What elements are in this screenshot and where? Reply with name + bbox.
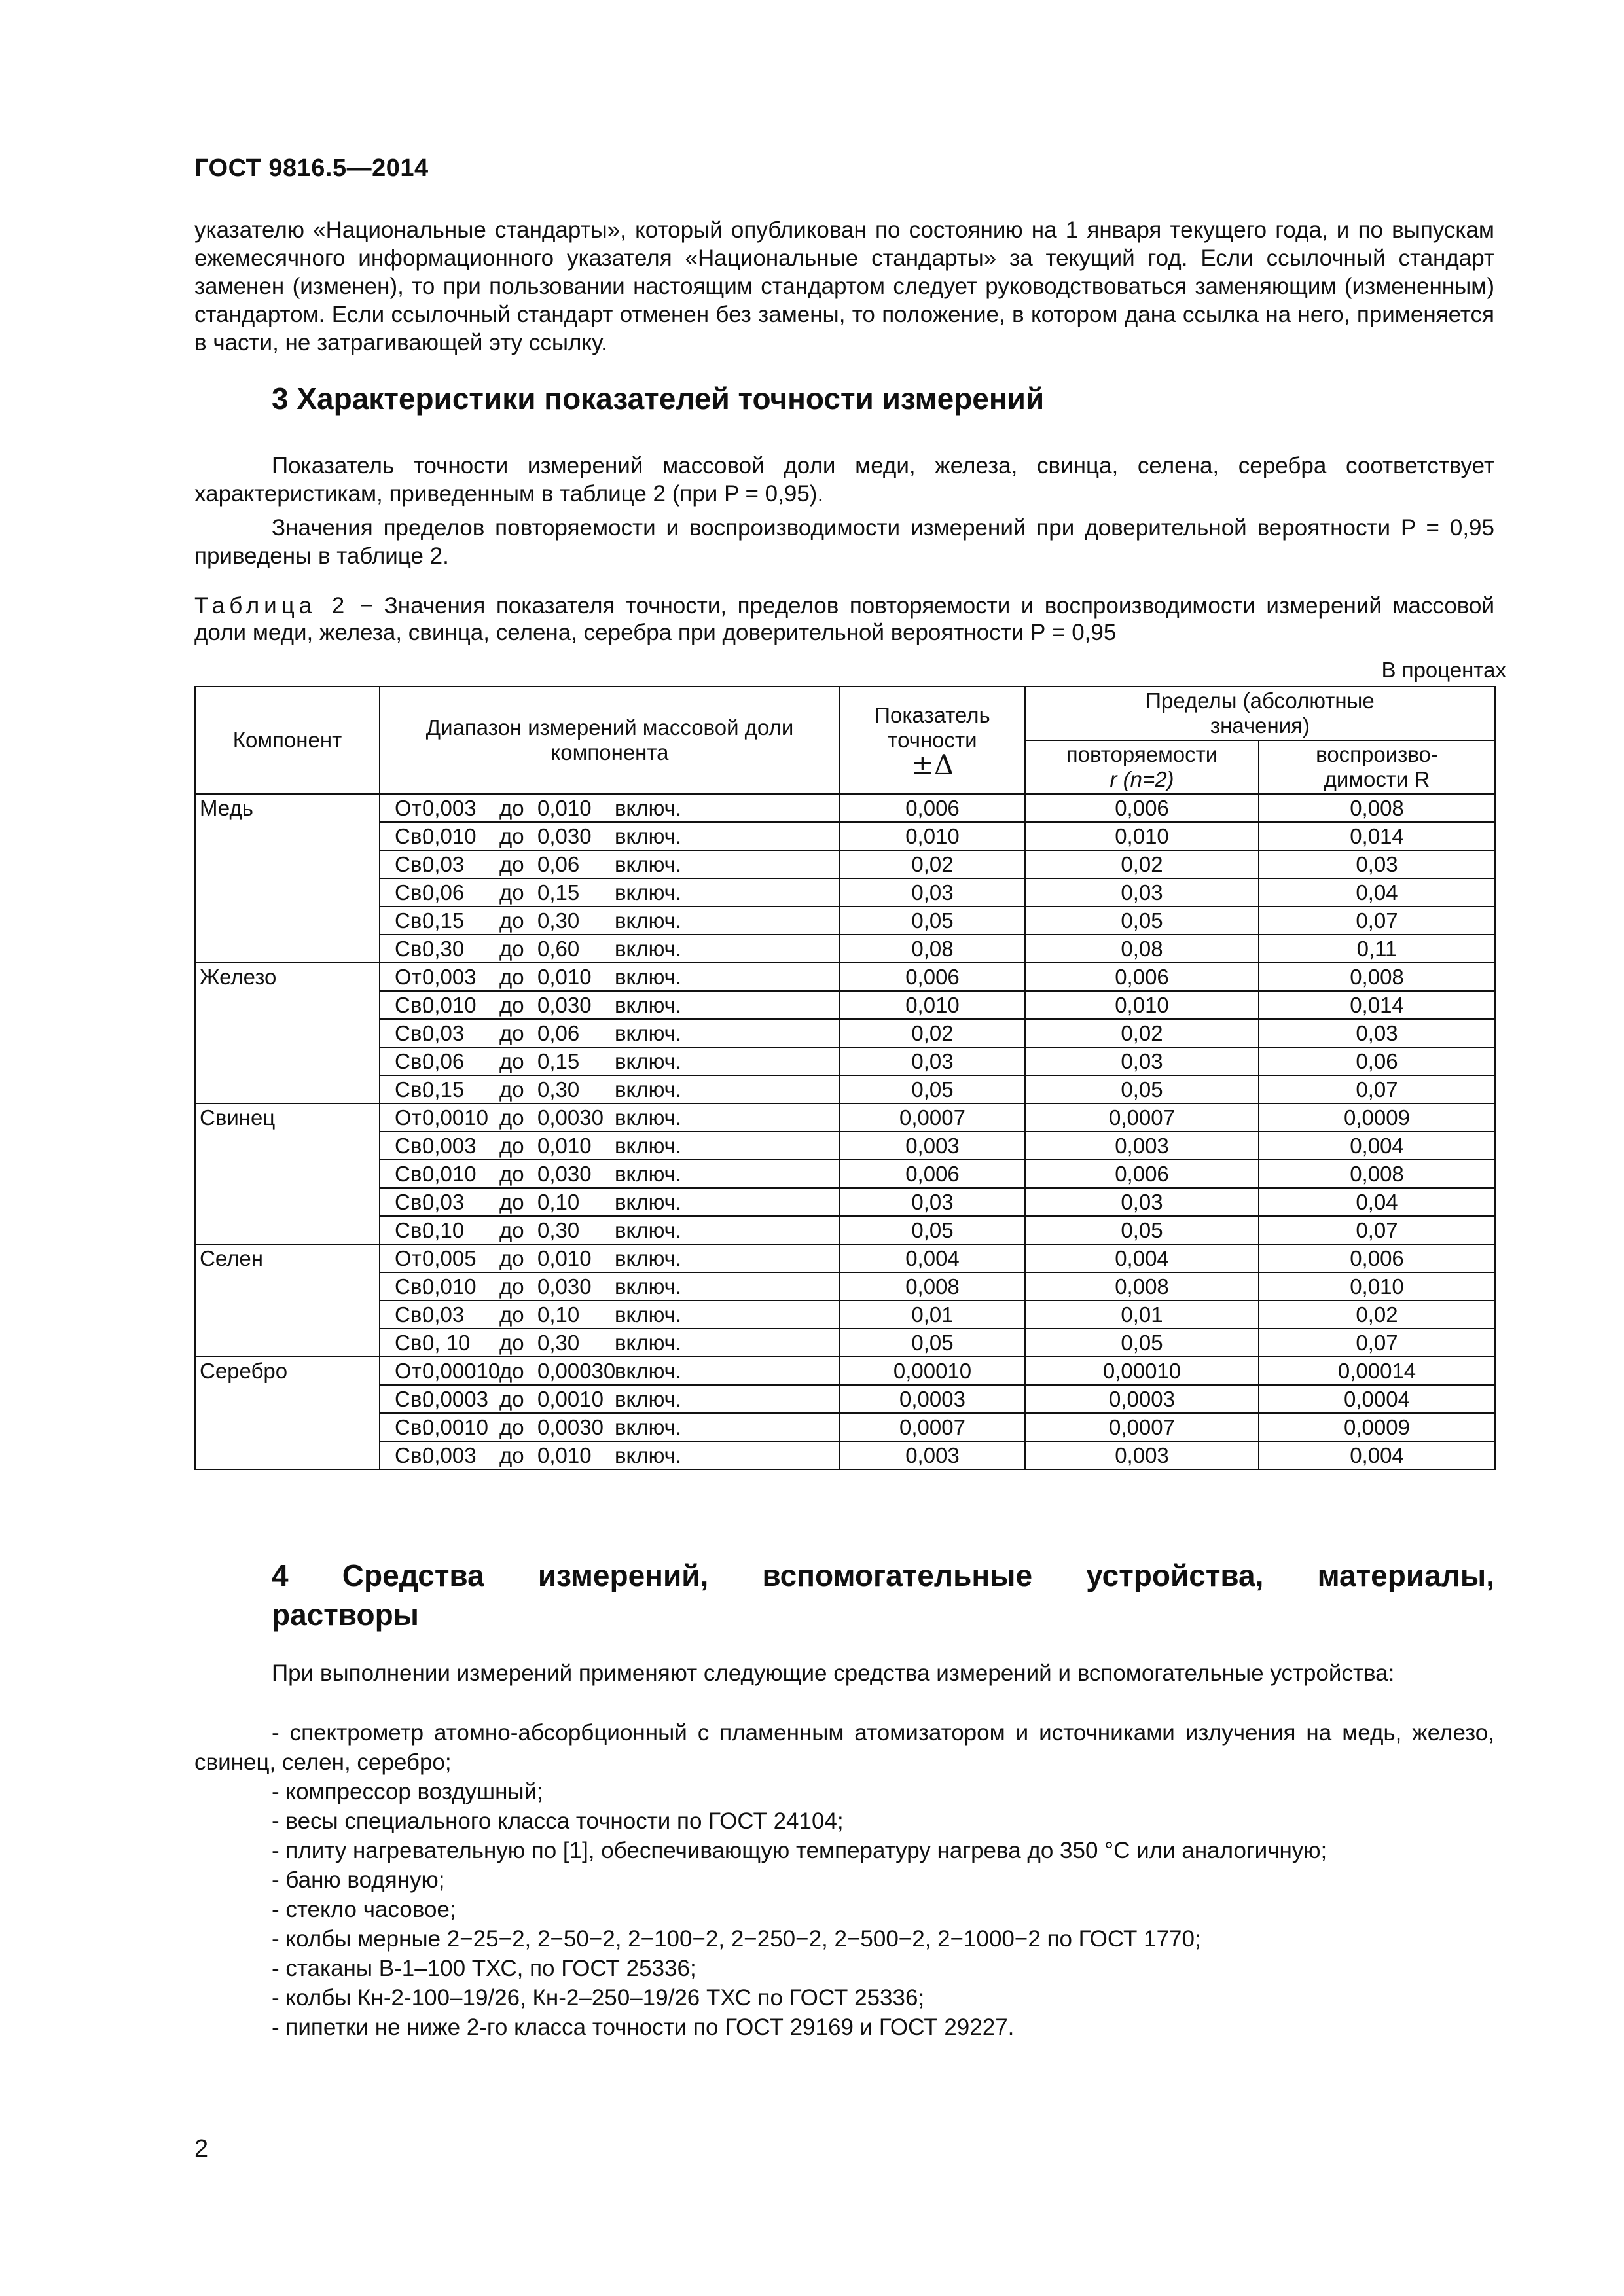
table-row xyxy=(195,1019,1495,1047)
range-cell xyxy=(380,963,840,991)
range-part: до xyxy=(499,1387,524,1411)
table-row xyxy=(195,1103,1495,1132)
table-row xyxy=(195,850,1495,878)
table-caption xyxy=(194,592,1494,646)
range-part: включ. xyxy=(615,1021,681,1045)
reproducibility-value: 0,004 xyxy=(1259,1132,1495,1160)
list-item: - колбы Кн-2-100–19/26, Кн-2–250–19/26 ТХС по ГОСТ 25336; xyxy=(272,1985,925,2011)
header-reproducibility-label: воспроизво- xyxy=(1316,742,1438,766)
range-part: 0,003 xyxy=(422,1443,477,1467)
reproducibility-value: 0,0009 xyxy=(1259,1413,1495,1441)
range-part: 0,0010 xyxy=(422,1415,488,1439)
repeatability-value: 0,05 xyxy=(1025,1075,1259,1103)
accuracy-value: 0,0003 xyxy=(840,1385,1025,1413)
range-cell xyxy=(380,1103,840,1132)
range-part: Св. xyxy=(395,1331,428,1355)
section-3-paragraph-2: Значения пределов повторяемости и воспроизводимости измерений при доверительной вероятности P = 0,95 приведены в таблице 2. xyxy=(194,515,1494,569)
accuracy-value: 0,03 xyxy=(840,878,1025,906)
repeatability-value: 0,010 xyxy=(1025,991,1259,1019)
range-part: Св. xyxy=(395,1134,428,1158)
range-part: 0,06 xyxy=(537,1021,580,1045)
reproducibility-value: 0,04 xyxy=(1259,878,1495,906)
range-cell xyxy=(380,1385,840,1413)
header-reproducibility xyxy=(1259,740,1495,794)
range-part: включ. xyxy=(615,1077,681,1102)
repeatability-value: 0,02 xyxy=(1025,850,1259,878)
reproducibility-value: 0,00014 xyxy=(1259,1357,1495,1385)
reproducibility-value: 0,03 xyxy=(1259,1019,1495,1047)
range-part: 0,010 xyxy=(537,965,592,989)
range-part: От xyxy=(395,965,422,989)
range-part: до xyxy=(499,852,524,876)
range-part: включ. xyxy=(615,908,681,933)
range-cell xyxy=(380,991,840,1019)
range-part: 0,15 xyxy=(537,1049,580,1073)
accuracy-value: 0,0007 xyxy=(840,1103,1025,1132)
range-part: до xyxy=(499,965,524,989)
range-part: 0,003 xyxy=(422,796,477,820)
accuracy-value: 0,05 xyxy=(840,1216,1025,1244)
accuracy-value: 0,004 xyxy=(840,1244,1025,1272)
range-cell xyxy=(380,822,840,850)
range-part: до xyxy=(499,1443,524,1467)
range-cell xyxy=(380,1272,840,1300)
table-units: В процентах xyxy=(1381,658,1506,682)
range-part: 0,03 xyxy=(422,1021,465,1045)
range-part: 0,03 xyxy=(422,852,465,876)
header-accuracy-label: Показатель точности xyxy=(875,703,990,752)
range-part: 0,010 xyxy=(422,824,477,848)
range-part: до xyxy=(499,1218,524,1242)
repeatability-value: 0,03 xyxy=(1025,878,1259,906)
reproducibility-value: 0,0004 xyxy=(1259,1385,1495,1413)
range-part: включ. xyxy=(615,824,681,848)
range-part: 0,0010 xyxy=(422,1105,488,1130)
range-part: Св. xyxy=(395,1415,428,1439)
section-3-heading: 3 Характеристики показателей точности измерений xyxy=(272,382,1045,416)
accuracy-value: 0,01 xyxy=(840,1300,1025,1329)
table-row xyxy=(195,794,1495,822)
header-accuracy xyxy=(840,687,1025,794)
table-caption-label: Таблица 2 xyxy=(194,593,350,619)
section-4-intro: При выполнении измерений применяют следующие средства измерений и вспомогательные устройства: xyxy=(272,1660,1395,1686)
range-part: до xyxy=(499,1134,524,1158)
document-header: ГОСТ 9816.5—2014 xyxy=(194,154,429,182)
accuracy-value: 0,05 xyxy=(840,1329,1025,1357)
range-part: Св. xyxy=(395,1274,428,1299)
range-part: 0,10 xyxy=(537,1190,580,1214)
range-part: включ. xyxy=(615,1415,681,1439)
list-item: - спектрометр атомно-абсорбционный с пламенным атомизатором и источниками излучения на медь, железо, свинец, селен, серебро; xyxy=(194,1720,1494,1775)
repeatability-value: 0,006 xyxy=(1025,1160,1259,1188)
section-3-paragraph-1: Показатель точности измерений массовой доли меди, железа, свинца, селена, серебра соответствует характеристикам, приведенным в таблице 2 (при P = 0,95). xyxy=(194,453,1494,507)
reproducibility-value: 0,11 xyxy=(1259,935,1495,963)
repeatability-value: 0,05 xyxy=(1025,1329,1259,1357)
range-part: до xyxy=(499,1274,524,1299)
repeatability-value: 0,006 xyxy=(1025,794,1259,822)
range-cell xyxy=(380,1244,840,1272)
range-part: Св. xyxy=(395,824,428,848)
accuracy-value: 0,05 xyxy=(840,906,1025,935)
range-part: до xyxy=(499,1359,524,1383)
range-part: 0,030 xyxy=(537,824,592,848)
range-part: От xyxy=(395,796,422,820)
range-cell xyxy=(380,878,840,906)
table-row xyxy=(195,822,1495,850)
range-part: Св. xyxy=(395,937,428,961)
range-part: 0,0003 xyxy=(422,1387,488,1411)
reproducibility-value: 0,03 xyxy=(1259,850,1495,878)
range-part: до xyxy=(499,1049,524,1073)
table-body xyxy=(195,794,1495,1469)
range-part: 0,0030 xyxy=(537,1415,604,1439)
range-part: 0,06 xyxy=(422,1049,465,1073)
range-part: 0,15 xyxy=(537,880,580,905)
table-row xyxy=(195,935,1495,963)
range-part: до xyxy=(499,796,524,820)
range-part: Св. xyxy=(395,1021,428,1045)
range-part: Св. xyxy=(395,880,428,905)
range-part: включ. xyxy=(615,1302,681,1327)
section-4-heading: 4 Средства измерений, вспомогательные устройства, материалы, xyxy=(272,1558,1494,1592)
table-row xyxy=(195,1329,1495,1357)
accuracy-value: 0,02 xyxy=(840,1019,1025,1047)
accuracy-value: 0,05 xyxy=(840,1075,1025,1103)
range-part: до xyxy=(499,1105,524,1130)
range-cell xyxy=(380,1075,840,1103)
range-part: включ. xyxy=(615,1218,681,1242)
range-part: до xyxy=(499,993,524,1017)
range-part: Св. xyxy=(395,852,428,876)
component-cell: Железо xyxy=(195,963,380,1103)
range-part: до xyxy=(499,1246,524,1270)
accuracy-value: 0,008 xyxy=(840,1272,1025,1300)
range-part: 0,30 xyxy=(537,1218,580,1242)
range-part: 0,003 xyxy=(422,1134,477,1158)
list-item: - колбы мерные 2−25−2, 2−50−2, 2−100−2, 2−250−2, 2−500−2, 2−1000−2 по ГОСТ 1770; xyxy=(272,1926,1201,1952)
reproducibility-value: 0,07 xyxy=(1259,1216,1495,1244)
range-part: 0,030 xyxy=(537,1162,592,1186)
table-row xyxy=(195,1216,1495,1244)
table-row xyxy=(195,1188,1495,1216)
table-row xyxy=(195,991,1495,1019)
accuracy-value: 0,010 xyxy=(840,991,1025,1019)
reproducibility-value: 0,010 xyxy=(1259,1272,1495,1300)
range-part: включ. xyxy=(615,796,681,820)
range-part: включ. xyxy=(615,1134,681,1158)
table-row xyxy=(195,1047,1495,1075)
range-cell xyxy=(380,1132,840,1160)
range-part: до xyxy=(499,880,524,905)
table-row xyxy=(195,1132,1495,1160)
range-part: до xyxy=(499,824,524,848)
header-range: Диапазон измерений массовой доли компонента xyxy=(380,687,840,794)
range-part: 0,30 xyxy=(537,1077,580,1102)
header-reproducibility-sub: димости R xyxy=(1324,767,1430,791)
repeatability-value: 0,003 xyxy=(1025,1441,1259,1469)
list-item: - пипетки не ниже 2-го класса точности по ГОСТ 29169 и ГОСТ 29227. xyxy=(272,2015,1015,2040)
table-row xyxy=(195,1300,1495,1329)
list-item: - баню водяную; xyxy=(272,1867,445,1893)
range-part: 0,10 xyxy=(422,1218,465,1242)
reproducibility-value: 0,07 xyxy=(1259,1329,1495,1357)
repeatability-symbol: r (n=2) xyxy=(1110,767,1174,791)
list-item: - плиту нагревательную по [1], обеспечивающую температуру нагрева до 350 °С или аналогичную; xyxy=(272,1838,1327,1863)
range-part: 0,10 xyxy=(537,1302,580,1327)
repeatability-value: 0,0007 xyxy=(1025,1413,1259,1441)
reproducibility-value: 0,014 xyxy=(1259,822,1495,850)
accuracy-value: 0,00010 xyxy=(840,1357,1025,1385)
range-cell xyxy=(380,1216,840,1244)
table-row xyxy=(195,1385,1495,1413)
range-part: до xyxy=(499,937,524,961)
range-part: 0,30 xyxy=(537,1331,580,1355)
table-row xyxy=(195,1357,1495,1385)
range-part: включ. xyxy=(615,1359,681,1383)
range-part: Св. xyxy=(395,1302,428,1327)
range-part: От xyxy=(395,1246,422,1270)
accuracy-value: 0,03 xyxy=(840,1047,1025,1075)
range-part: 0,010 xyxy=(422,1274,477,1299)
range-part: включ. xyxy=(615,1190,681,1214)
reproducibility-value: 0,07 xyxy=(1259,906,1495,935)
range-part: до xyxy=(499,1415,524,1439)
range-part: 0,00010 xyxy=(422,1359,501,1383)
range-part: Св. xyxy=(395,1218,428,1242)
range-part: включ. xyxy=(615,852,681,876)
range-part: 0,030 xyxy=(537,1274,592,1299)
table-row xyxy=(195,906,1495,935)
repeatability-value: 0,010 xyxy=(1025,822,1259,850)
range-part: 0,60 xyxy=(537,937,580,961)
range-part: 0,030 xyxy=(537,993,592,1017)
range-cell xyxy=(380,906,840,935)
range-part: до xyxy=(499,908,524,933)
range-part: 0,0030 xyxy=(537,1105,604,1130)
range-part: 0,010 xyxy=(422,993,477,1017)
accuracy-value: 0,003 xyxy=(840,1441,1025,1469)
header-component: Компонент xyxy=(195,687,380,794)
repeatability-value: 0,006 xyxy=(1025,963,1259,991)
list-item: - весы специального класса точности по ГОСТ 24104; xyxy=(272,1808,844,1834)
repeatability-value: 0,08 xyxy=(1025,935,1259,963)
range-part: включ. xyxy=(615,965,681,989)
range-part: 0,15 xyxy=(422,1077,465,1102)
range-part: 0,005 xyxy=(422,1246,477,1270)
range-part: 0,010 xyxy=(537,1134,592,1158)
range-part: включ. xyxy=(615,1274,681,1299)
range-part: От xyxy=(395,1105,422,1130)
repeatability-value: 0,03 xyxy=(1025,1188,1259,1216)
component-cell: Селен xyxy=(195,1244,380,1357)
accuracy-value: 0,003 xyxy=(840,1132,1025,1160)
repeatability-value: 0,008 xyxy=(1025,1272,1259,1300)
repeatability-value: 0,0003 xyxy=(1025,1385,1259,1413)
plus-minus-delta-symbol: ±Δ xyxy=(911,749,954,781)
range-part: включ. xyxy=(615,1105,681,1130)
reproducibility-value: 0,008 xyxy=(1259,1160,1495,1188)
range-cell xyxy=(380,1329,840,1357)
range-part: Св. xyxy=(395,1443,428,1467)
table-row xyxy=(195,963,1495,991)
range-part: Св. xyxy=(395,1077,428,1102)
accuracy-value: 0,03 xyxy=(840,1188,1025,1216)
reproducibility-value: 0,0009 xyxy=(1259,1103,1495,1132)
accuracy-value: 0,08 xyxy=(840,935,1025,963)
range-cell xyxy=(380,1300,840,1329)
range-cell xyxy=(380,1441,840,1469)
header-repeatability-label: повторяемости xyxy=(1066,742,1218,766)
reproducibility-value: 0,008 xyxy=(1259,963,1495,991)
component-cell: Свинец xyxy=(195,1103,380,1244)
range-part: до xyxy=(499,1021,524,1045)
equipment-list xyxy=(194,1718,1494,2042)
list-item: - компрессор воздушный; xyxy=(272,1779,543,1804)
header-limits: Пределы (абсолютные значения) xyxy=(1025,687,1495,740)
range-part: 0,03 xyxy=(422,1302,465,1327)
range-part: до xyxy=(499,1190,524,1214)
table-row xyxy=(195,1413,1495,1441)
section-4-heading-cont: растворы xyxy=(272,1598,419,1632)
range-part: Св. xyxy=(395,993,428,1017)
range-part: включ. xyxy=(615,937,681,961)
range-part: Св. xyxy=(395,1162,428,1186)
repeatability-value: 0,004 xyxy=(1025,1244,1259,1272)
accuracy-value: 0,006 xyxy=(840,1160,1025,1188)
range-part: до xyxy=(499,1302,524,1327)
accuracy-table xyxy=(194,686,1496,1470)
range-part: включ. xyxy=(615,1443,681,1467)
component-cell: Серебро xyxy=(195,1357,380,1469)
repeatability-value: 0,0007 xyxy=(1025,1103,1259,1132)
range-part: 0, 10 xyxy=(422,1331,471,1355)
range-part: 0,010 xyxy=(422,1162,477,1186)
accuracy-value: 0,006 xyxy=(840,794,1025,822)
reproducibility-value: 0,04 xyxy=(1259,1188,1495,1216)
table-caption-text: − Значения показателя точности, пределов повторяемости и воспроизводимости измерений массовой доли меди, железа, свинца, селена, серебра при доверительной вероятности Р = 0,95 xyxy=(194,593,1495,645)
range-part: включ. xyxy=(615,1387,681,1411)
reproducibility-value: 0,006 xyxy=(1259,1244,1495,1272)
range-part: От xyxy=(395,1359,422,1383)
repeatability-value: 0,02 xyxy=(1025,1019,1259,1047)
range-part: 0,010 xyxy=(537,1246,592,1270)
header-repeatability-sub xyxy=(1030,767,1254,792)
accuracy-value: 0,010 xyxy=(840,822,1025,850)
range-part: 0,03 xyxy=(422,1190,465,1214)
reproducibility-value: 0,004 xyxy=(1259,1441,1495,1469)
range-cell xyxy=(380,935,840,963)
reproducibility-value: 0,02 xyxy=(1259,1300,1495,1329)
range-part: Св. xyxy=(395,1049,428,1073)
repeatability-value: 0,003 xyxy=(1025,1132,1259,1160)
header-repeatability xyxy=(1025,740,1259,794)
range-cell xyxy=(380,1413,840,1441)
table-row xyxy=(195,1244,1495,1272)
reproducibility-value: 0,06 xyxy=(1259,1047,1495,1075)
reproducibility-value: 0,008 xyxy=(1259,794,1495,822)
table-row xyxy=(195,1441,1495,1469)
repeatability-value: 0,01 xyxy=(1025,1300,1259,1329)
range-part: 0,30 xyxy=(422,937,465,961)
repeatability-value: 0,03 xyxy=(1025,1047,1259,1075)
range-cell xyxy=(380,1188,840,1216)
range-part: включ. xyxy=(615,993,681,1017)
accuracy-value: 0,0007 xyxy=(840,1413,1025,1441)
range-part: включ. xyxy=(615,1331,681,1355)
range-part: включ. xyxy=(615,1162,681,1186)
range-cell xyxy=(380,794,840,822)
range-part: 0,010 xyxy=(537,1443,592,1467)
range-part: 0,0010 xyxy=(537,1387,604,1411)
accuracy-value: 0,006 xyxy=(840,963,1025,991)
range-cell xyxy=(380,1357,840,1385)
range-part: 0,06 xyxy=(422,880,465,905)
range-part: 0,00030 xyxy=(537,1359,616,1383)
range-cell xyxy=(380,1019,840,1047)
accuracy-value: 0,02 xyxy=(840,850,1025,878)
table-row xyxy=(195,1075,1495,1103)
list-item: - стекло часовое; xyxy=(272,1897,456,1922)
table-row xyxy=(195,878,1495,906)
list-item: - стаканы В-1–100 ТХС, по ГОСТ 25336; xyxy=(272,1956,696,1981)
range-part: включ. xyxy=(615,1246,681,1270)
range-part: 0,30 xyxy=(537,908,580,933)
range-part: 0,010 xyxy=(537,796,592,820)
range-part: включ. xyxy=(615,1049,681,1073)
intro-paragraph: указателю «Национальные стандарты», который опубликован по состоянию на 1 января текущего года, и по выпускам ежемесячного информационного указателя «Национальные стандарты» за текущий год. Если ссылочный стандарт заменен (изменен), то при пользовании настоящим стандартом следует руководствоваться заменяющим (измененным) стандартом. Если ссылочный стандарт отменен без замены, то положение, в котором дана ссылка на него, применяется в части, не затрагивающей эту ссылку. xyxy=(194,217,1494,355)
range-part: Св. xyxy=(395,908,428,933)
reproducibility-value: 0,014 xyxy=(1259,991,1495,1019)
range-cell xyxy=(380,1047,840,1075)
range-part: до xyxy=(499,1331,524,1355)
range-part: включ. xyxy=(615,880,681,905)
range-part: Св. xyxy=(395,1190,428,1214)
repeatability-value: 0,05 xyxy=(1025,1216,1259,1244)
range-part: 0,15 xyxy=(422,908,465,933)
range-cell xyxy=(380,1160,840,1188)
range-part: до xyxy=(499,1162,524,1186)
table-row xyxy=(195,1272,1495,1300)
page-number: 2 xyxy=(194,2135,209,2162)
range-part: 0,06 xyxy=(537,852,580,876)
reproducibility-value: 0,07 xyxy=(1259,1075,1495,1103)
range-part: 0,003 xyxy=(422,965,477,989)
range-cell xyxy=(380,850,840,878)
repeatability-value: 0,05 xyxy=(1025,906,1259,935)
component-cell: Медь xyxy=(195,794,380,963)
repeatability-value: 0,00010 xyxy=(1025,1357,1259,1385)
table-row xyxy=(195,1160,1495,1188)
range-part: Св. xyxy=(395,1387,428,1411)
range-part: до xyxy=(499,1077,524,1102)
